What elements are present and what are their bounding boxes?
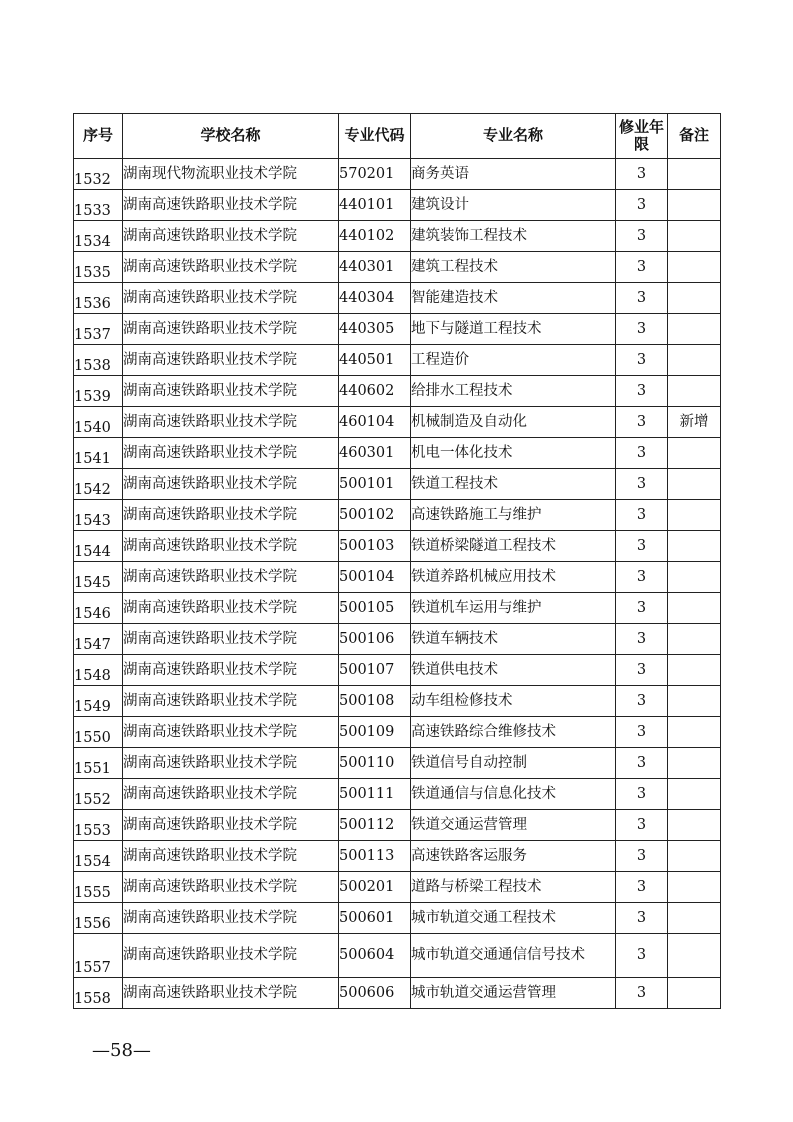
table-row [74,748,721,779]
remark-cell [668,531,721,562]
serial-number-cell: 1543 [74,500,123,531]
serial-number-cell: 1532 [74,159,123,190]
remark-cell [668,438,721,469]
school-name-cell: 湖南高速铁路职业技术学院 [123,562,339,593]
major-code-cell: 500103 [339,531,411,562]
major-code-cell: 500201 [339,872,411,903]
header-serial-number: 序号 [74,114,123,159]
serial-number-cell: 1550 [74,717,123,748]
table-row [74,500,721,531]
table-row [74,686,721,717]
major-code-cell: 500105 [339,593,411,624]
table-body [74,159,721,1009]
major-code-cell: 500108 [339,686,411,717]
major-code-cell: 440602 [339,376,411,407]
major-name-cell: 城市轨道交通通信信号技术 [411,934,616,978]
major-name-cell: 高速铁路客运服务 [411,841,616,872]
major-code-cell: 500109 [339,717,411,748]
table-row [74,252,721,283]
remark-cell [668,624,721,655]
remark-cell: 新增 [668,407,721,438]
serial-number-cell: 1536 [74,283,123,314]
study-years-cell: 3 [616,779,668,810]
major-code-cell: 500107 [339,655,411,686]
major-code-cell: 500604 [339,934,411,978]
serial-number-cell: 1546 [74,593,123,624]
table-row [74,221,721,252]
table-row [74,978,721,1009]
serial-number-cell: 1553 [74,810,123,841]
remark-cell [668,500,721,531]
major-name-cell: 铁道信号自动控制 [411,748,616,779]
remark-cell [668,903,721,934]
major-name-cell: 城市轨道交通工程技术 [411,903,616,934]
serial-number-cell: 1534 [74,221,123,252]
major-name-cell: 铁道工程技术 [411,469,616,500]
serial-number-cell: 1535 [74,252,123,283]
study-years-cell: 3 [616,469,668,500]
study-years-cell: 3 [616,159,668,190]
remark-cell [668,810,721,841]
major-code-cell: 460301 [339,438,411,469]
school-name-cell: 湖南高速铁路职业技术学院 [123,655,339,686]
study-years-cell: 3 [616,810,668,841]
school-name-cell: 湖南高速铁路职业技术学院 [123,934,339,978]
serial-number-cell: 1555 [74,872,123,903]
major-name-cell: 高速铁路综合维修技术 [411,717,616,748]
serial-number-cell: 1558 [74,978,123,1009]
major-code-cell: 440102 [339,221,411,252]
serial-number-cell: 1552 [74,779,123,810]
table-row [74,345,721,376]
major-name-cell: 工程造价 [411,345,616,376]
major-name-cell: 道路与桥梁工程技术 [411,872,616,903]
table-row [74,717,721,748]
major-name-cell: 动车组检修技术 [411,686,616,717]
serial-number-cell: 1545 [74,562,123,593]
remark-cell [668,748,721,779]
remark-cell [668,221,721,252]
table-row [74,934,721,978]
table-row [74,376,721,407]
study-years-cell: 3 [616,190,668,221]
majors-table [73,113,721,1009]
major-code-cell: 500102 [339,500,411,531]
school-name-cell: 湖南现代物流职业技术学院 [123,159,339,190]
school-name-cell: 湖南高速铁路职业技术学院 [123,190,339,221]
major-name-cell: 商务英语 [411,159,616,190]
remark-cell [668,872,721,903]
major-code-cell: 500111 [339,779,411,810]
school-name-cell: 湖南高速铁路职业技术学院 [123,438,339,469]
study-years-cell: 3 [616,717,668,748]
study-years-cell: 3 [616,283,668,314]
table-row [74,190,721,221]
major-name-cell: 铁道养路机械应用技术 [411,562,616,593]
study-years-cell: 3 [616,934,668,978]
table-row [74,841,721,872]
school-name-cell: 湖南高速铁路职业技术学院 [123,283,339,314]
major-code-cell: 500601 [339,903,411,934]
major-code-cell: 500113 [339,841,411,872]
header-major-code: 专业代码 [339,114,411,159]
remark-cell [668,345,721,376]
serial-number-cell: 1538 [74,345,123,376]
remark-cell [668,593,721,624]
school-name-cell: 湖南高速铁路职业技术学院 [123,624,339,655]
remark-cell [668,934,721,978]
school-name-cell: 湖南高速铁路职业技术学院 [123,314,339,345]
major-name-cell: 机电一体化技术 [411,438,616,469]
major-name-cell: 铁道车辆技术 [411,624,616,655]
page-number: —58— [92,1040,151,1061]
major-code-cell: 500606 [339,978,411,1009]
serial-number-cell: 1533 [74,190,123,221]
header-study-years: 修业年限 [616,114,668,159]
table-row [74,314,721,345]
major-name-cell: 高速铁路施工与维护 [411,500,616,531]
remark-cell [668,314,721,345]
school-name-cell: 湖南高速铁路职业技术学院 [123,407,339,438]
serial-number-cell: 1549 [74,686,123,717]
major-code-cell: 440305 [339,314,411,345]
study-years-cell: 3 [616,407,668,438]
major-name-cell: 建筑装饰工程技术 [411,221,616,252]
remark-cell [668,283,721,314]
study-years-cell: 3 [616,221,668,252]
school-name-cell: 湖南高速铁路职业技术学院 [123,978,339,1009]
table-row [74,531,721,562]
study-years-cell: 3 [616,314,668,345]
study-years-cell: 3 [616,562,668,593]
school-name-cell: 湖南高速铁路职业技术学院 [123,221,339,252]
table-row [74,779,721,810]
major-name-cell: 铁道机车运用与维护 [411,593,616,624]
school-name-cell: 湖南高速铁路职业技术学院 [123,376,339,407]
major-name-cell: 智能建造技术 [411,283,616,314]
study-years-cell: 3 [616,748,668,779]
school-name-cell: 湖南高速铁路职业技术学院 [123,500,339,531]
study-years-cell: 3 [616,624,668,655]
major-name-cell: 铁道交通运营管理 [411,810,616,841]
school-name-cell: 湖南高速铁路职业技术学院 [123,779,339,810]
header-school-name: 学校名称 [123,114,339,159]
study-years-cell: 3 [616,593,668,624]
study-years-cell: 3 [616,345,668,376]
remark-cell [668,190,721,221]
major-code-cell: 440304 [339,283,411,314]
serial-number-cell: 1556 [74,903,123,934]
study-years-cell: 3 [616,252,668,283]
table-row [74,438,721,469]
serial-number-cell: 1557 [74,934,123,978]
study-years-cell: 3 [616,903,668,934]
serial-number-cell: 1541 [74,438,123,469]
study-years-cell: 3 [616,841,668,872]
serial-number-cell: 1554 [74,841,123,872]
serial-number-cell: 1537 [74,314,123,345]
serial-number-cell: 1548 [74,655,123,686]
study-years-cell: 3 [616,531,668,562]
school-name-cell: 湖南高速铁路职业技术学院 [123,686,339,717]
table-row [74,159,721,190]
serial-number-cell: 1539 [74,376,123,407]
major-name-cell: 铁道通信与信息化技术 [411,779,616,810]
major-name-cell: 铁道桥梁隧道工程技术 [411,531,616,562]
remark-cell [668,376,721,407]
major-code-cell: 570201 [339,159,411,190]
header-major-name: 专业名称 [411,114,616,159]
major-code-cell: 500106 [339,624,411,655]
table-row [74,655,721,686]
remark-cell [668,978,721,1009]
study-years-cell: 3 [616,872,668,903]
major-name-cell: 机械制造及自动化 [411,407,616,438]
school-name-cell: 湖南高速铁路职业技术学院 [123,748,339,779]
major-name-cell: 建筑工程技术 [411,252,616,283]
major-name-cell: 建筑设计 [411,190,616,221]
major-name-cell: 铁道供电技术 [411,655,616,686]
study-years-cell: 3 [616,978,668,1009]
study-years-cell: 3 [616,376,668,407]
remark-cell [668,469,721,500]
table-row [74,903,721,934]
study-years-cell: 3 [616,686,668,717]
table-row [74,872,721,903]
major-name-cell: 城市轨道交通运营管理 [411,978,616,1009]
major-code-cell: 440101 [339,190,411,221]
major-code-cell: 460104 [339,407,411,438]
table-row [74,469,721,500]
table-row [74,624,721,655]
school-name-cell: 湖南高速铁路职业技术学院 [123,469,339,500]
header-remark: 备注 [668,114,721,159]
study-years-cell: 3 [616,500,668,531]
study-years-cell: 3 [616,438,668,469]
serial-number-cell: 1540 [74,407,123,438]
table-row [74,810,721,841]
major-code-cell: 440501 [339,345,411,376]
major-code-cell: 500101 [339,469,411,500]
remark-cell [668,562,721,593]
school-name-cell: 湖南高速铁路职业技术学院 [123,593,339,624]
table-row [74,407,721,438]
major-name-cell: 给排水工程技术 [411,376,616,407]
school-name-cell: 湖南高速铁路职业技术学院 [123,810,339,841]
serial-number-cell: 1544 [74,531,123,562]
table-row [74,562,721,593]
serial-number-cell: 1547 [74,624,123,655]
remark-cell [668,779,721,810]
table-row [74,283,721,314]
remark-cell [668,252,721,283]
serial-number-cell: 1551 [74,748,123,779]
major-name-cell: 地下与隧道工程技术 [411,314,616,345]
major-code-cell: 440301 [339,252,411,283]
remark-cell [668,655,721,686]
school-name-cell: 湖南高速铁路职业技术学院 [123,345,339,376]
school-name-cell: 湖南高速铁路职业技术学院 [123,717,339,748]
remark-cell [668,159,721,190]
major-code-cell: 500112 [339,810,411,841]
remark-cell [668,841,721,872]
school-name-cell: 湖南高速铁路职业技术学院 [123,531,339,562]
school-name-cell: 湖南高速铁路职业技术学院 [123,252,339,283]
remark-cell [668,686,721,717]
serial-number-cell: 1542 [74,469,123,500]
table-header-row [74,114,721,159]
school-name-cell: 湖南高速铁路职业技术学院 [123,841,339,872]
school-name-cell: 湖南高速铁路职业技术学院 [123,872,339,903]
school-name-cell: 湖南高速铁路职业技术学院 [123,903,339,934]
table-row [74,593,721,624]
major-code-cell: 500104 [339,562,411,593]
study-years-cell: 3 [616,655,668,686]
remark-cell [668,717,721,748]
major-code-cell: 500110 [339,748,411,779]
